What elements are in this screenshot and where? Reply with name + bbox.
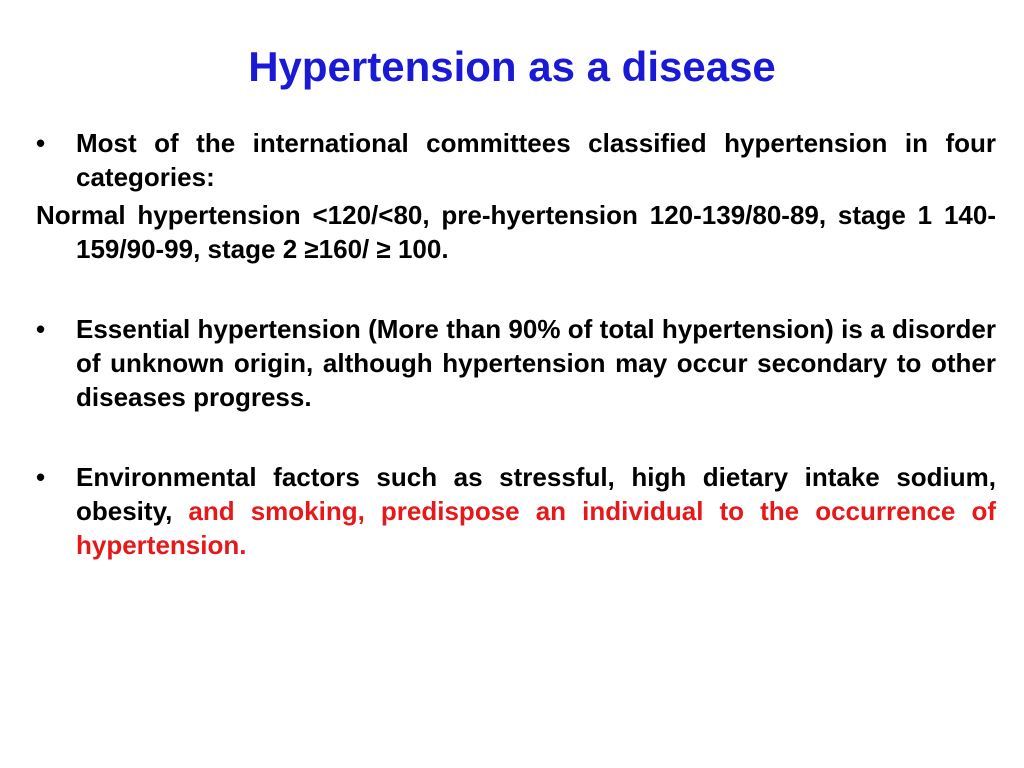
bullet-text: Essential hypertension (More than 90% of total hypertension) is a disorder of unknown origin, although hypertension may occur secondary to other diseases progress. bbox=[76, 314, 996, 412]
bullet-icon: • bbox=[36, 462, 46, 492]
paragraph-categories bbox=[36, 198, 996, 266]
bullet-item-committees bbox=[36, 126, 996, 194]
bullet-icon: • bbox=[36, 314, 46, 344]
bullet-item-essential-hypertension bbox=[36, 312, 996, 414]
bullet-text: Most of the international committees classified hypertension in four categories: bbox=[76, 128, 996, 192]
bullet-icon: • bbox=[36, 128, 46, 158]
slide-title: Hypertension as a disease bbox=[248, 43, 776, 90]
bullet-item-environmental-factors bbox=[36, 460, 996, 562]
highlighted-text: and smoking, predispose an individual to the occurrence of hypertension. bbox=[76, 496, 996, 560]
bullet-text: Environmental factors such as stressful, high dietary intake sodium, obesity, bbox=[76, 462, 996, 526]
slide-body bbox=[36, 126, 996, 562]
paragraph-text: Normal hypertension <120/<80, pre-hyertension 120-139/80-89, stage 1 140-159/90-99, stage 2 ≥160/ ≥ 100. bbox=[36, 200, 996, 264]
